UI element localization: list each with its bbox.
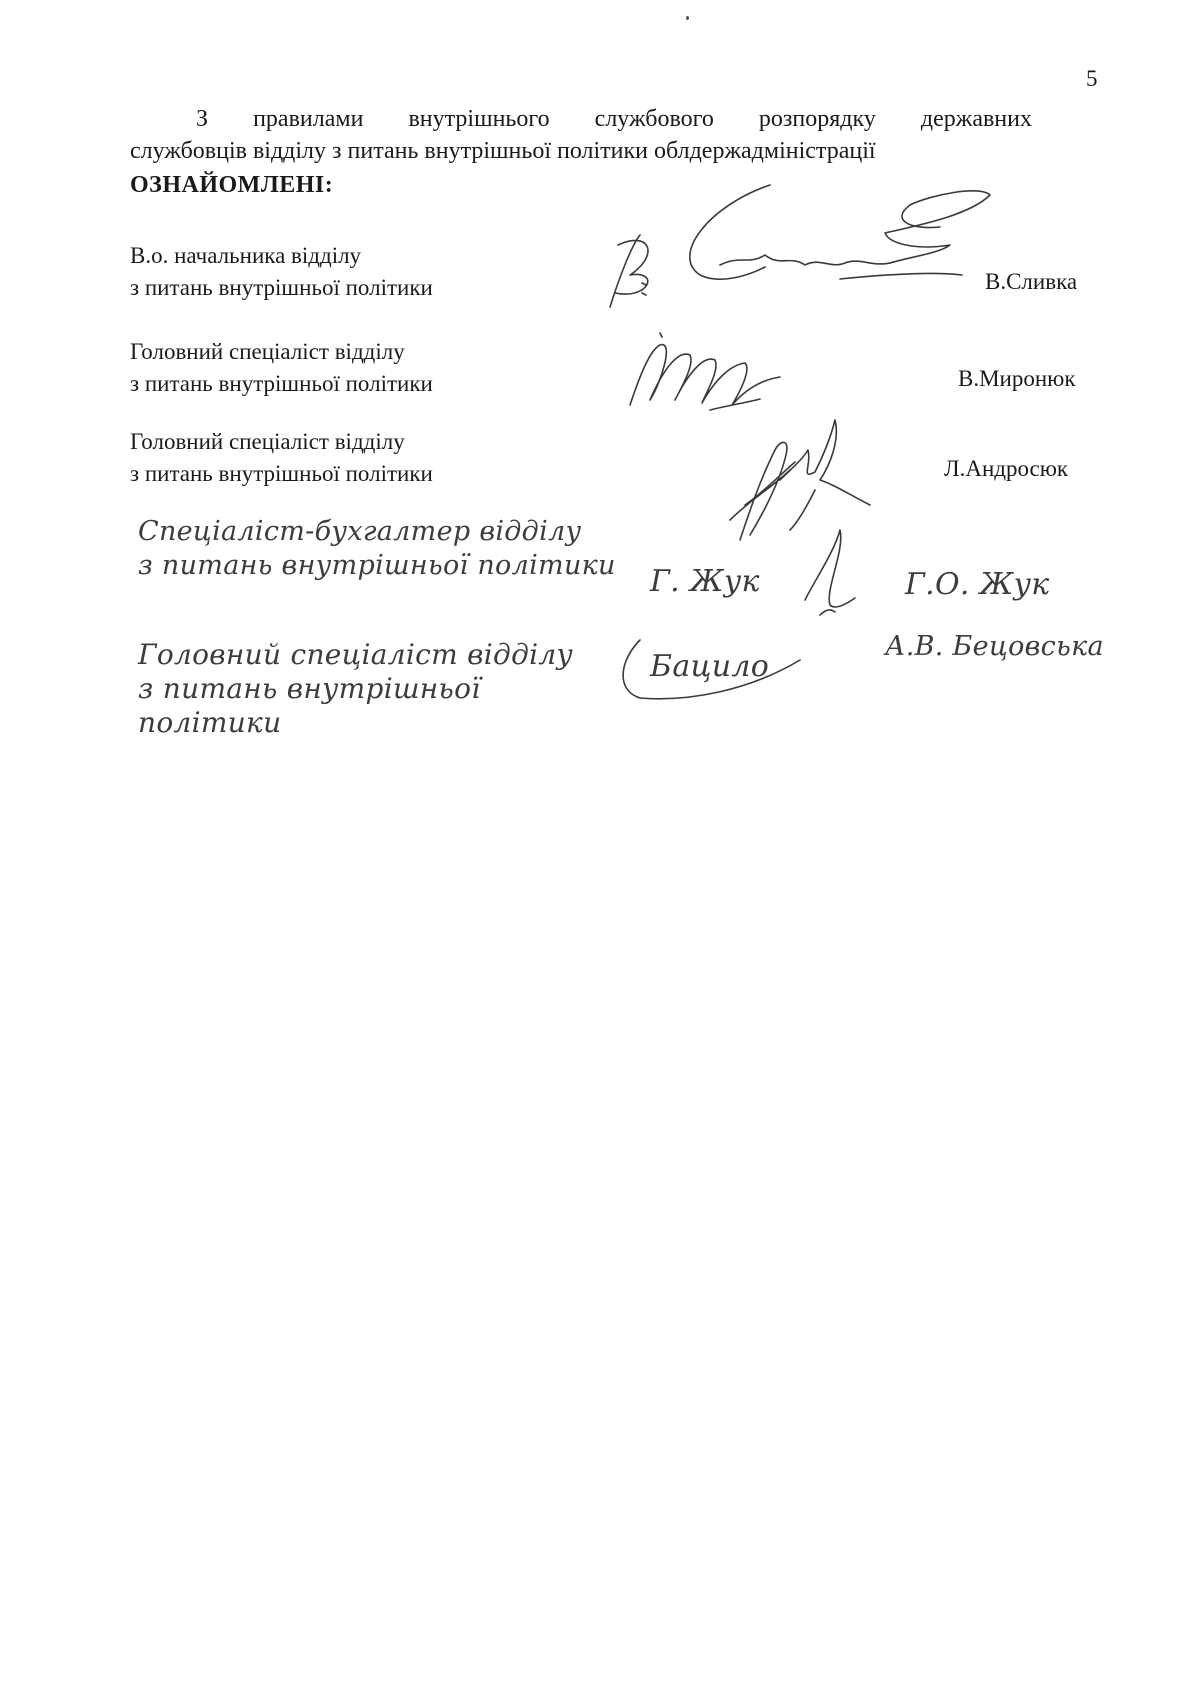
entry-1-position-line-2: з питань внутрішньої політики [130,275,433,300]
handwritten-2-position-line-1: Головний спеціаліст відділу [138,638,574,671]
entry-2-position [130,336,433,400]
intro-line-1: З правилами внутрішнього службового розпорядку державних [196,106,1032,132]
page-number: 5 [1086,66,1098,91]
handwritten-1-signature-flourish [795,520,865,620]
handwritten-2-position [138,638,573,740]
entry-1-name: В.Сливка [985,269,1078,294]
entry-2-position-line-2: з питань внутрішньої політики [130,371,433,396]
entry-1-position-line-1: В.о. начальника відділу [130,243,362,268]
handwritten-2-signature-flourish [610,630,810,710]
handwritten-2-position-line-2: з питань внутрішньої [138,672,481,705]
entry-3-name: Л.Андросюк [944,456,1069,481]
entry-3-position [130,426,433,490]
entry-3-position-line-1: Головний спеціаліст відділу [130,429,405,454]
entry-1-position [130,240,433,304]
handwritten-2-position-line-3: політики [138,706,282,739]
acknowledged-heading: ОЗНАЙОМЛЕНІ: [130,172,334,198]
handwritten-1-position-line-1: Спеціаліст-бухгалтер відділу [138,516,582,547]
scan-speck [686,16,689,20]
entry-1-signature [590,175,1010,315]
handwritten-1-position-line-2: з питань внутрішньої політики [138,550,616,581]
handwritten-1-position [138,515,616,583]
intro-line-2: службовців відділу з питань внутрішньої політики облдержадміністрації [130,138,876,164]
handwritten-1-name: Г.О. Жук [905,567,1050,602]
entry-2-name: В.Миронюк [958,366,1076,391]
entry-2-signature [620,325,790,415]
handwritten-2-signature: Бацило [650,649,770,684]
handwritten-1-signature: Г. Жук [650,564,760,599]
intro-paragraph [130,103,1032,167]
entry-3-position-line-2: з питань внутрішньої політики [130,461,433,486]
handwritten-2-name: А.В. Бецовська [885,631,1104,662]
entry-2-position-line-1: Головний спеціаліст відділу [130,339,405,364]
